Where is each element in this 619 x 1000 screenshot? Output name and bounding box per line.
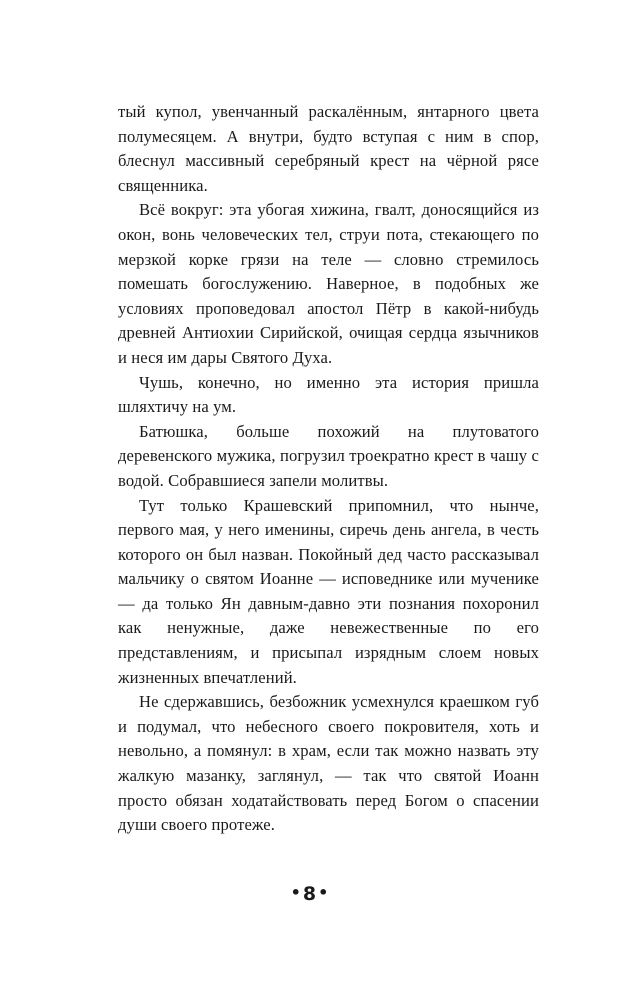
paragraph-2: Всё вокруг: эта убогая хижина, гвалт, доносящийся из окон, вонь человеческих тел, струи пота, стекающего по мерзкой корке грязи на теле — словно стремилось помешать богослужению. Наверное, в подобных же условиях проповедовал апостол Пётр в какой-нибудь древней Антиохии Сирийской, очищая сердца язычников и неся им дары Святого Духа. bbox=[118, 200, 539, 367]
paragraph-6: Не сдержавшись, безбожник усмехнулся краешком губ и подумал, что небесного своего покровителя, хоть и невольно, а помянул: в храм, если так можно назвать эту жалкую мазанку, заглянул, — так что святой Иоанн просто обязан ходатайствовать перед Богом о спасении души своего протеже. bbox=[118, 692, 539, 835]
page-number-dot-right: • bbox=[318, 883, 329, 902]
page-number bbox=[0, 883, 619, 905]
paragraph-5: Тут только Крашевский припомнил, что нынче, первого мая, у него именины, сиречь день ангела, в честь которого он был назван. Покойный дед часто рассказывал мальчику о святом Иоанне — исповеднике или мученике — да только Ян давным-давно эти познания похоронил как ненужные, даже невежественные по его представлениям, и присыпал изрядным слоем новых жизненных впечатлений. bbox=[118, 495, 539, 687]
paragraph-1: тый купол, увенчанный раскалённым, янтарного цвета полумесяцем. А внутри, будто вступая с ним в спор, блеснул массивный серебряный крест на чёрной рясе священника. bbox=[118, 102, 539, 195]
paragraph-3: Чушь, конечно, но именно эта история пришла шляхтичу на ум. bbox=[118, 372, 539, 417]
page-number-dot-left: • bbox=[290, 883, 301, 902]
paragraph-4: Батюшка, больше похожий на плутоватого деревенского мужика, погрузил троекратно крест в чашу с водой. Собравшиеся запели молитвы. bbox=[118, 421, 539, 490]
page-number-value: 8 bbox=[302, 883, 317, 905]
body-text bbox=[118, 100, 539, 838]
